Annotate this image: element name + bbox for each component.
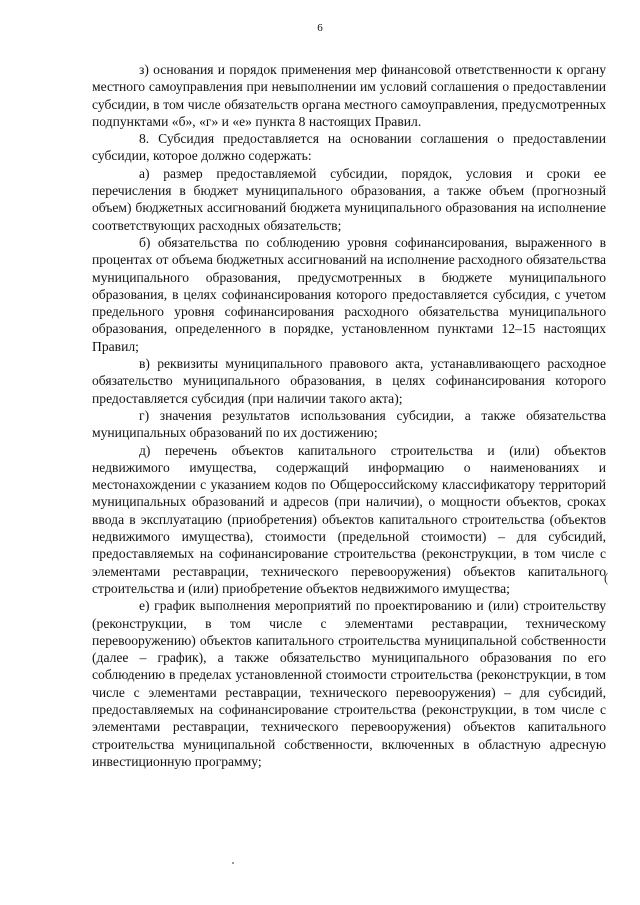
scan-margin-mark: ( xyxy=(604,570,609,585)
paragraph-d-objects-list: д) перечень объектов капитального строительства и (или) объектов недвижимого имущества, содержащий информацию о наименованиях и местонахождении с указанием кодов по Общероссийскому классификатору территорий муниципальных образований и адресов (при наличии), о мощности объектов, сроках ввода в эксплуатацию (приобретения) объектов капитального строительства (объектов недвижимого имущества), стоимости (предельной стоимости) – для субсидий, предоставляемых на софинансирование строительства (реконструкции, в том числе с элементами реставрации, технического перевооружения) объектов капитального строительства и (или) приобретение объектов недвижимого имущества; xyxy=(92,442,606,596)
paragraph-z-financial-responsibility: з) основания и порядок применения мер финансовой ответственности к органу местного самоуправления при невыполнении им условий соглашения о предоставлении субсидии, в том числе обязательств органа местного самоуправления, предусмотренных подпунктами «б», «г» и «е» пункта 8 настоящих Правил. xyxy=(92,62,606,129)
paragraph-e-schedule: е) график выполнения мероприятий по проектированию и (или) строительству (реконструкции, в том числе с элементами реставрации, техническому перевооружению) объектов капитального строительства муниципальной собственности (далее – график), а также обязательство муниципального образования по его соблюдению в пределах установленной стоимости строительства (реконструкции, в том числе с элементами реставрации, технического перевооружения) – для субсидий, предоставляемых на софинансирование строительства (реконструкции, в том числе с элементами реставрации, технического перевооружения) объектов капитального строительства муниципальной собственности, включенных в областную адресную инвестиционную программу; xyxy=(92,598,606,769)
paragraph-v-legal-act-details: в) реквизиты муниципального правового акта, устанавливающего расходное обязательство муниципального образования, в целях софинансирования которого предоставляется субсидия (при наличии такого акта); xyxy=(92,356,606,406)
paragraph-a-subsidy-amount: а) размер предоставляемой субсидии, порядок, условия и сроки ее перечисления в бюджет муниципального образования, а также объем (прогнозный объем) бюджетных ассигнований бюджета муниципального образования на исполнение соответствующих расходных обязательств; xyxy=(92,165,606,233)
paragraph-g-results: г) значения результатов использования субсидии, а также обязательства муниципальных образований по их достижению; xyxy=(92,407,606,441)
paragraph-8-agreement: 8. Субсидия предоставляется на основании соглашения о предоставлении субсидии, которое должно содержать: xyxy=(92,131,606,164)
scan-speck xyxy=(232,862,234,864)
document-body xyxy=(92,61,609,770)
page-number: 6 xyxy=(317,22,323,34)
paragraph-b-cofinancing-level: б) обязательства по соблюдению уровня софинансирования, выраженного в процентах от объема бюджетных ассигнований на исполнение расходного обязательства муниципального образования, предусмотренных в бюджете муниципального образования, в целях софинансирования которого предоставляется субсидия, с учетом предельного уровня софинансирования расходного обязательства муниципального образования, определенного в порядке, установленном пунктами 12–15 настоящих Правил; xyxy=(92,234,606,354)
